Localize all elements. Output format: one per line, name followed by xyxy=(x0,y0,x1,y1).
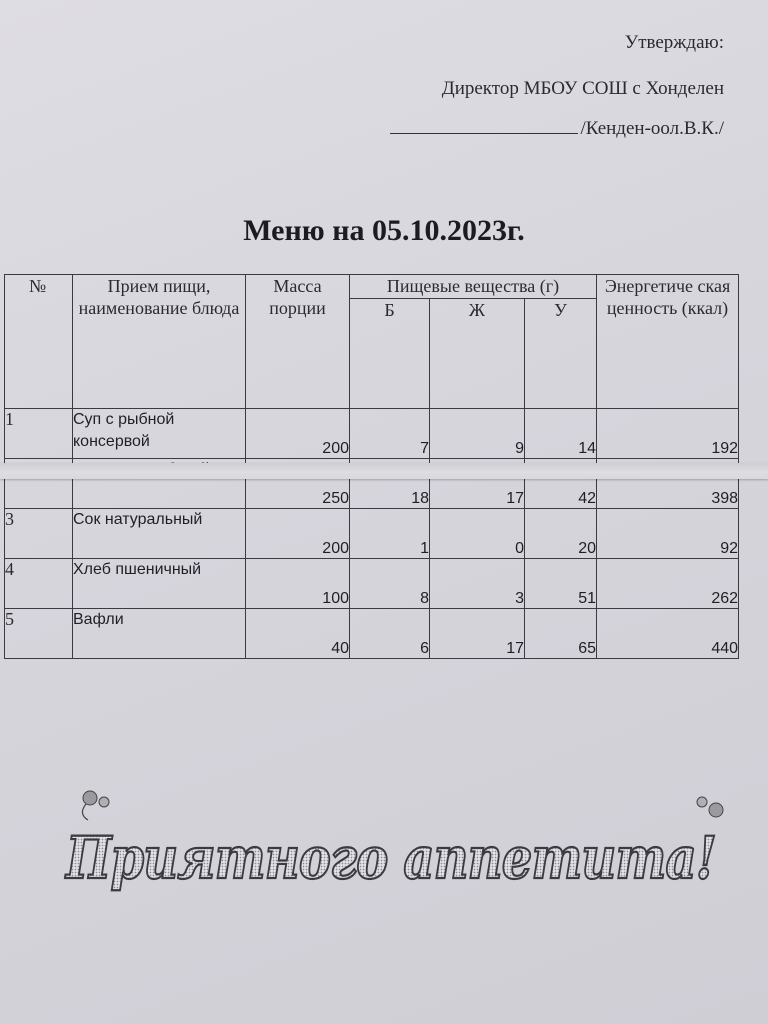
header-number: № xyxy=(5,275,73,409)
row-fat: 17 xyxy=(430,609,525,659)
row-protein: 1 xyxy=(350,509,430,559)
row-mass: 200 xyxy=(246,509,350,559)
row-dish: Вафли xyxy=(73,609,246,659)
bon-appetit-banner xyxy=(56,790,736,900)
row-protein: 18 xyxy=(350,459,430,509)
director-line: Директор МБОУ СОШ с Хонделен xyxy=(441,78,724,99)
header-nutrients: Пищевые вещества (г) xyxy=(350,275,597,299)
row-number: 4 xyxy=(5,559,73,609)
signature-name: /Кенден-оол.В.К./ xyxy=(580,118,724,139)
row-number: 3 xyxy=(5,509,73,559)
header-protein: Б xyxy=(350,299,430,409)
row-number: 1 xyxy=(5,409,73,459)
signature-blank xyxy=(390,119,578,134)
table-row xyxy=(5,509,739,559)
table-row xyxy=(5,409,739,459)
approval-label: Утверждаю: xyxy=(624,32,724,53)
row-fat: 0 xyxy=(430,509,525,559)
row-mass: 40 xyxy=(246,609,350,659)
row-fat: 3 xyxy=(430,559,525,609)
row-protein: 7 xyxy=(350,409,430,459)
header-dish: Прием пищи, наименование блюда xyxy=(73,275,246,409)
flower-ornament-right-icon xyxy=(697,797,723,817)
row-carbs: 20 xyxy=(525,509,597,559)
row-dish: Суп с рыбной консервой xyxy=(73,409,246,459)
row-protein: 8 xyxy=(350,559,430,609)
bon-appetit-text: Приятного аппетита! xyxy=(64,824,716,892)
paper-tear-strip xyxy=(0,463,768,479)
row-energy: 262 xyxy=(597,559,739,609)
row-protein: 6 xyxy=(350,609,430,659)
row-number: 5 xyxy=(5,609,73,659)
menu-title: Меню на 05.10.2023г. xyxy=(243,214,525,247)
row-mass: 250 xyxy=(246,459,350,509)
row-carbs: 14 xyxy=(525,409,597,459)
row-dish: Сок натуральный xyxy=(73,509,246,559)
row-mass: 200 xyxy=(246,409,350,459)
row-carbs: 65 xyxy=(525,609,597,659)
table-header-row xyxy=(5,275,739,299)
row-energy: 92 xyxy=(597,509,739,559)
row-carbs: 42 xyxy=(525,459,597,509)
signature-row xyxy=(390,118,724,140)
row-energy: 192 xyxy=(597,409,739,459)
header-carbs: У xyxy=(525,299,597,409)
header-mass: Масса порции xyxy=(246,275,350,409)
row-fat: 9 xyxy=(430,409,525,459)
row-fat: 17 xyxy=(430,459,525,509)
row-carbs: 51 xyxy=(525,559,597,609)
row-mass: 100 xyxy=(246,559,350,609)
row-energy: 440 xyxy=(597,609,739,659)
header-fat: Ж xyxy=(430,299,525,409)
table-row xyxy=(5,559,739,609)
header-energy: Энергетиче ская ценность (ккал) xyxy=(597,275,739,409)
flower-ornament-left-icon xyxy=(82,791,109,820)
row-dish: Хлеб пшеничный xyxy=(73,559,246,609)
row-energy: 398 xyxy=(597,459,739,509)
table-row xyxy=(5,609,739,659)
